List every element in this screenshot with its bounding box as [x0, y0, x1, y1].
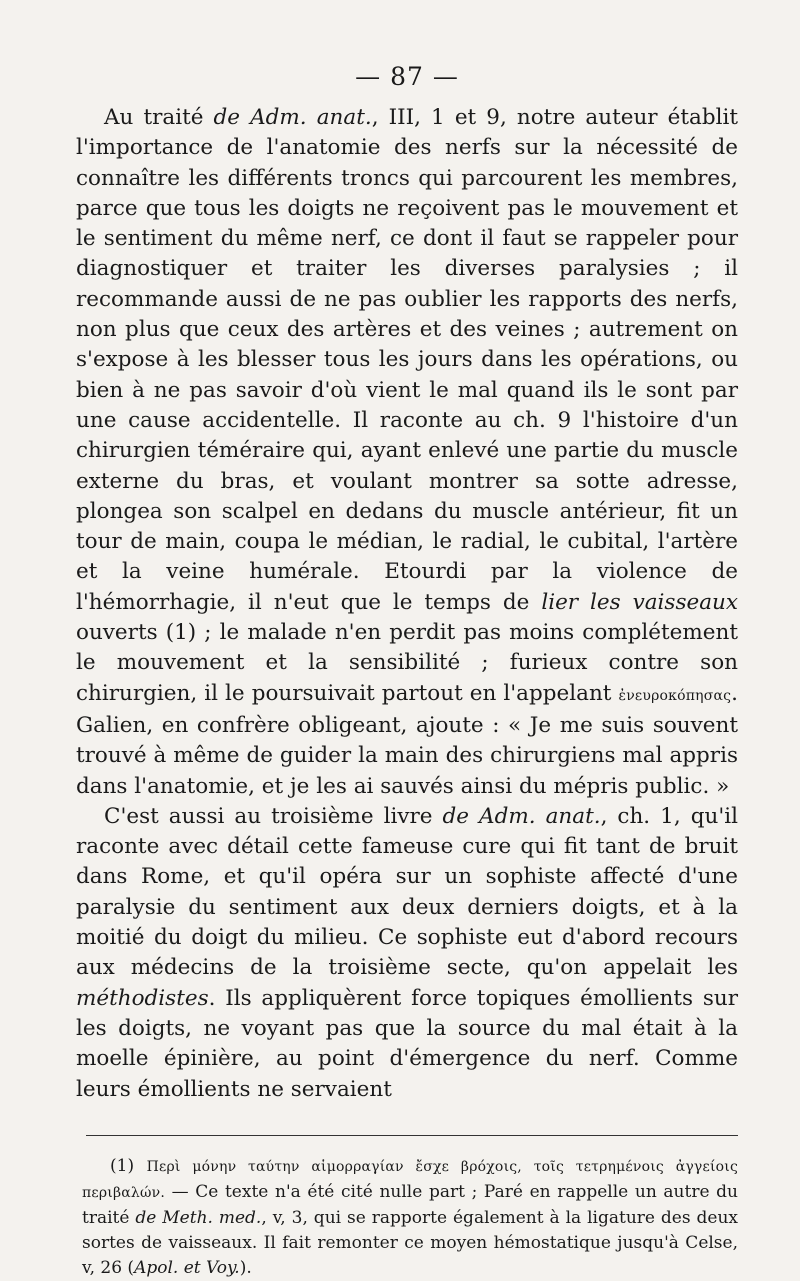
footnote-1 — [82, 1154, 738, 1281]
text-run: . Galien, en confrère obligeant, ajoute : « Je me suis souvent trouvé à même de guider la main des chirurgiens mal appris dans l'anatomie, et je les ai sauvés ainsi du mépris public. » — [76, 680, 738, 799]
text-run: , ch. 1, qu'il raconte avec détail cette fameuse cure qui fit tant de bruit dans Rome, et qu'il opéra sur un sophiste affecté d'une paralysie du sentiment aux deux derniers doigts, et à la moitié du doigt du milieu. Ce sophiste eut d'abord recours aux médecins de la troisième secte, qu'on appelait les — [76, 803, 738, 981]
italic-text: Apol. et Voy. — [134, 1257, 240, 1278]
text-run: ouverts (1) ; le malade n'en perdit pas moins complétement le mouvement et la sensibilité ; furieux contre son chirurgien, il le poursuivait partout en l'appelant — [76, 620, 738, 706]
page-number: — 87 — — [355, 62, 459, 91]
italic-text: méthodistes — [76, 985, 209, 1011]
italic-text: de Meth. med. — [135, 1207, 262, 1228]
footnote-divider — [86, 1135, 738, 1136]
greek-text: Περὶ μόνην ταύτην αἱμορραγίαν ἔσχε βρόχοις, τοῖς τετρημένοις ἀγγείοις περιβαλών. — [82, 1158, 739, 1201]
paragraph-1 — [76, 103, 738, 802]
text-run: — Ce texte n'a été cité nulle part ; Paré en rappelle un autre du traité — [82, 1181, 738, 1228]
text-run: C'est aussi au troisième livre — [104, 803, 443, 829]
paragraph-2 — [76, 802, 738, 1105]
text-run: , III, 1 et 9, notre auteur établit l'importance de l'anatomie des nerfs sur la nécessité de connaître les différents troncs qui parcourent les membres, parce que tous les doigts ne reçoivent pas le mouvement et le sentiment du même nerf, ce dont il faut se rappeler pour diagnostiquer et traiter les diverses paralysies ; il recommande aussi de ne pas oublier les rapports des nerfs, non plus que ceux des artères et des veines ; autrement on s'expose à les blesser tous les jours dans les opérations, ou bien à ne pas savoir d'où vient le mal quand ils le sont par une cause accidentelle. Il raconte au ch. 9 l'histoire d'un chirurgien téméraire qui, ayant enlevé une partie du muscle externe du bras, et voulant montrer sa sotte adresse, plongea son scalpel en dedans du muscle antérieur, fit un tour de main, coupa le médian, le radial, le cubital, l'artère et la veine humérale. Etourdi par la violence de l'hémorrhagie, il n'eut que le temps de — [76, 105, 738, 615]
text-run: (1) — [110, 1155, 147, 1176]
greek-text: ἐνευροκόπησας — [618, 687, 732, 704]
italic-text: lier les vaisseaux — [541, 589, 738, 615]
italic-text: de Adm. anat. — [442, 803, 601, 829]
italic-text: de Adm. anat. — [213, 105, 372, 130]
text-run: Au traité — [104, 105, 214, 130]
text-run: . Ils appliquèrent force topiques émollients sur les doigts, ne voyant pas que la source du mal était à la moelle épinière, au point d'émergence du nerf. Comme leurs émollients ne servaient — [76, 985, 738, 1102]
text-run: , v, 3, qui se rapporte également à la ligature des deux sortes de vaisseaux. Il fait remonter ce moyen hémostatique jusqu'à Celse, v, 26 ( — [82, 1207, 738, 1278]
body-text — [76, 103, 738, 1105]
text-run: ). — [239, 1257, 252, 1278]
